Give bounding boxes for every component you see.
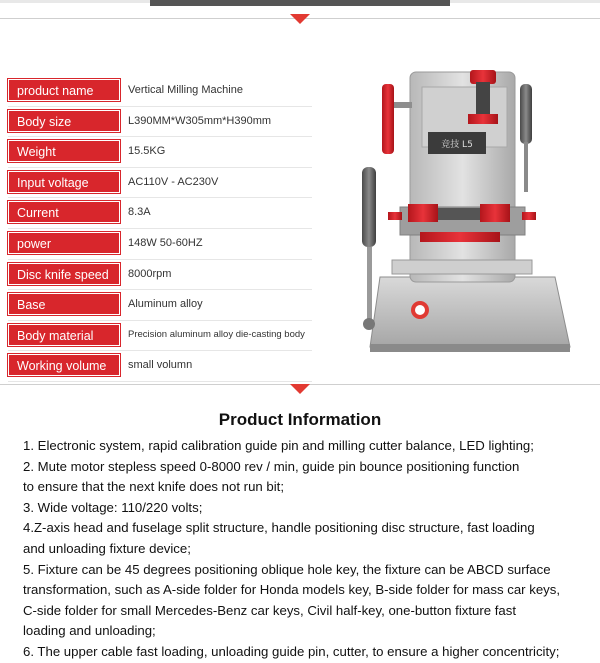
product-info-list xyxy=(23,436,593,663)
spec-row xyxy=(8,321,312,352)
spec-label: power xyxy=(8,232,120,254)
spec-value: L390MM*W305mm*H390mm xyxy=(128,114,272,127)
list-item: 2. Mute motor stepless speed 0-8000 rev / min, guide pin bounce positioning function to ensure that the next knife does not run bit; xyxy=(23,458,520,495)
divider-line-right xyxy=(450,0,600,3)
spec-row xyxy=(8,198,312,229)
list-item: 1. Electronic system, rapid calibration guide pin and milling cutter balance, LED lighting; xyxy=(23,438,534,453)
spec-value: 8000rpm xyxy=(128,267,172,280)
spec-row xyxy=(8,229,312,260)
spec-label: Weight xyxy=(8,140,120,162)
spec-value: Vertical Milling Machine xyxy=(128,84,243,96)
spec-label: product name xyxy=(8,79,120,101)
divider-dark-bar xyxy=(150,0,450,6)
spec-value: small volumn xyxy=(128,359,193,372)
spec-row xyxy=(8,107,312,138)
product-photo xyxy=(330,62,590,362)
spec-value: AC110V - AC230V xyxy=(128,175,219,188)
spec-label: Body material xyxy=(8,324,120,346)
divider-line-left xyxy=(0,0,150,3)
spec-label: Base xyxy=(8,293,120,315)
spec-row xyxy=(8,137,312,168)
spec-row xyxy=(8,290,312,321)
spec-value: Aluminum alloy xyxy=(128,298,203,311)
spec-value: 148W 50-60HZ xyxy=(128,236,203,249)
list-item: 4.Z-axis head and fuselage split structure, handle positioning disc structure, fast loading and unloading fixture device; xyxy=(23,520,535,556)
spec-row xyxy=(8,168,312,199)
list-item: 6. The upper cable fast loading, unloading guide pin, cutter, to ensure a higher concentricity; xyxy=(23,643,560,659)
list-item: 5. Fixture can be 45 degrees positioning oblique hole key, the fixture can be ABCD surface transformation, such as A-side folder for Honda models key, B-side folder for mass car keys, C-side folder for small Mercedes-Benz car keys, Civil half-key, one-button fixture fast loading and unloading; xyxy=(23,561,561,639)
spec-label: Working volume xyxy=(8,354,120,376)
spec-value: 15.5KG xyxy=(128,145,166,158)
product-info-title: Product Information xyxy=(218,410,382,429)
machine-badge: 竞技 L5 xyxy=(441,140,473,150)
spec-label: Body size xyxy=(8,110,120,132)
spec-value: 8.3A xyxy=(128,206,151,219)
spec-label: Disc knife speed xyxy=(8,263,120,285)
milling-machine-illustration xyxy=(330,62,590,362)
spec-row xyxy=(8,76,312,107)
list-item: 3. Wide voltage: 110/220 volts; xyxy=(23,499,203,515)
divider-arrow-top xyxy=(290,14,310,24)
spec-value: Precision aluminum alloy die-casting body xyxy=(128,328,305,340)
spec-label: Current xyxy=(8,201,120,223)
spec-row xyxy=(8,260,312,291)
spec-row xyxy=(8,351,312,382)
spec-table xyxy=(8,76,312,382)
divider-arrow-middle xyxy=(290,384,310,394)
spec-label: Input voltage xyxy=(8,171,120,193)
